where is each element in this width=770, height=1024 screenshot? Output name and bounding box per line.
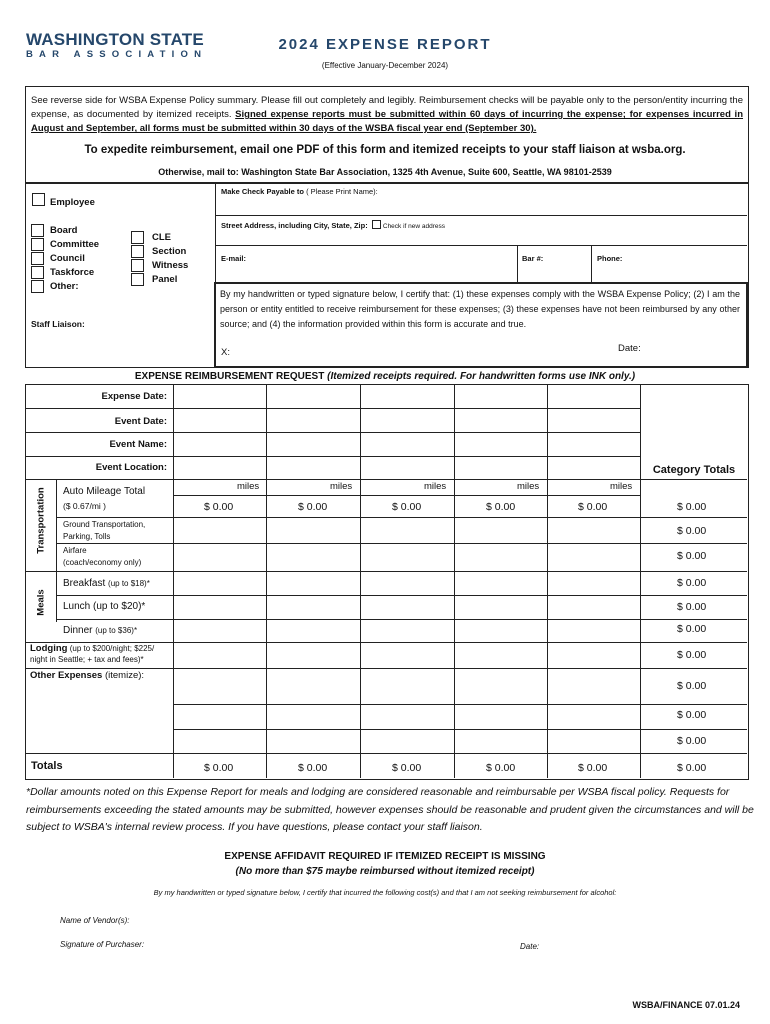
category-total-lunch: $ 0.00	[677, 601, 707, 613]
category-total-lodging: $ 0.00	[677, 649, 707, 661]
purchaser-signature-field[interactable]: Signature of Purchaser:	[60, 940, 145, 949]
payable-field[interactable]	[221, 187, 378, 196]
page-subtitle: (Effective January-December 2024)	[321, 61, 449, 70]
miles-unit: miles	[237, 481, 260, 492]
intro-deadline: Signed expense reports must be submitted within 60 days of incurring the expense; for expenses incurred in August and September, all forms must be submitted within 30 days of the WSBA fiscal year end (September 30).	[31, 109, 744, 134]
dinner-label	[63, 625, 137, 636]
miles-unit: miles	[517, 481, 540, 492]
payable-hint: ( Please Print Name):	[306, 187, 378, 196]
other-expenses-label	[30, 670, 144, 681]
mileage-amount: $ 0.00	[392, 501, 422, 513]
mail-text: Otherwise, mail to: Washington State Bar Association, 1325 4th Avenue, Suite 600, Seattle, WA 98101-2539	[158, 167, 612, 177]
taskforce-label: Taskforce	[50, 267, 95, 278]
totals-label: Totals	[31, 760, 63, 772]
ground-transport-sub: Parking, Tolls	[63, 532, 111, 541]
mileage-amount: $ 0.00	[578, 501, 608, 513]
category-total-other-3: $ 0.00	[677, 735, 707, 747]
affidavit-text: By my handwritten or typed signature below, I certify that incurred the following cost(s) and that I am not seeking reimbursement for alcohol:	[153, 888, 617, 897]
panel-label: Panel	[152, 274, 178, 285]
form-code: WSBA/FINANCE 07.01.24	[632, 1000, 740, 1010]
breakfast-limit: (up to $18)*	[108, 579, 150, 588]
transportation-label: Transportation	[35, 487, 47, 554]
category-total-dinner: $ 0.00	[677, 623, 707, 635]
column-total: $ 0.00	[298, 762, 328, 774]
mileage-rate: ($ 0.67/mi )	[63, 501, 106, 511]
mileage-amount: $ 0.00	[298, 501, 328, 513]
category-total-other-1: $ 0.00	[677, 680, 707, 692]
category-total-mileage: $ 0.00	[677, 501, 707, 513]
new-address-label: Check if new address	[382, 223, 446, 230]
section-label: Section	[152, 246, 187, 257]
phone-field[interactable]: Phone:	[597, 254, 623, 263]
page-title: 2024 EXPENSE REPORT	[278, 36, 492, 53]
category-total-other-2: $ 0.00	[677, 709, 707, 721]
mileage-amount: $ 0.00	[486, 501, 516, 513]
cle-label: CLE	[152, 232, 171, 243]
miles-unit: miles	[424, 481, 447, 492]
airfare-label: Airfare	[63, 546, 87, 555]
lodging-limit-1: (up to $200/night; $225/	[69, 644, 155, 653]
lodging-label	[30, 643, 154, 654]
lodging-limit-2: night in Seattle; + tax and fees)*	[30, 655, 144, 664]
affidavit-title: EXPENSE AFFIDAVIT REQUIRED IF ITEMIZED RECEIPT IS MISSING	[224, 851, 546, 862]
logo-subtitle: BAR ASSOCIATION	[26, 49, 208, 60]
other-expenses-hint: (itemize):	[104, 670, 145, 681]
dinner-text: Dinner	[63, 625, 93, 636]
employee-checkbox[interactable]	[32, 193, 45, 206]
category-total-breakfast: $ 0.00	[677, 577, 707, 589]
committee-checkbox[interactable]	[31, 238, 44, 251]
other-expenses-text: Other Expenses	[30, 670, 103, 681]
intro-text	[31, 94, 743, 136]
column-total: $ 0.00	[392, 762, 422, 774]
lodging-text: Lodging	[30, 643, 68, 654]
taskforce-checkbox[interactable]	[31, 266, 44, 279]
event-name-label: Event Name:	[109, 439, 167, 450]
affidavit-date-field[interactable]: Date:	[520, 942, 540, 951]
signature-date-field[interactable]: Date:	[618, 343, 641, 354]
witness-checkbox[interactable]	[131, 259, 144, 272]
expense-section-title	[0, 371, 770, 382]
expense-title-bold: EXPENSE REIMBURSEMENT REQUEST	[134, 371, 325, 382]
cle-checkbox[interactable]	[131, 231, 144, 244]
lunch-limit: (up to $20)*	[93, 601, 146, 612]
miles-unit: miles	[610, 481, 633, 492]
miles-unit: miles	[330, 481, 353, 492]
logo-wordmark: WASHINGTON STATE	[26, 30, 204, 49]
panel-checkbox[interactable]	[131, 273, 144, 286]
expedite-text: To expedite reimbursement, email one PDF of this form and itemized receipts to your staff liaison at wsba.org.	[84, 144, 686, 156]
council-label: Council	[50, 253, 85, 264]
category-total-airfare: $ 0.00	[677, 550, 707, 562]
event-location-label: Event Location:	[95, 462, 167, 473]
bar-number-field[interactable]: Bar #:	[522, 254, 544, 263]
mileage-amount: $ 0.00	[204, 501, 234, 513]
staff-liaison-label: Staff Liaison:	[31, 319, 85, 329]
email-field[interactable]: E-mail:	[221, 254, 247, 263]
column-total: $ 0.00	[578, 762, 608, 774]
payable-label: Make Check Payable to	[221, 187, 304, 196]
employee-label: Employee	[50, 197, 95, 208]
vendor-field[interactable]: Name of Vendor(s):	[60, 916, 130, 925]
event-date-label: Event Date:	[114, 416, 167, 427]
council-checkbox[interactable]	[31, 252, 44, 265]
address-label: Street Address, including City, State, Zip:	[221, 221, 368, 230]
column-total: $ 0.00	[486, 762, 516, 774]
intro-plain: See reverse side for WSBA Expense Policy summary. Please fill out completely and legibly. Reimbursement checks will be payable only to the person/entity incurring the expense, as documented by itemized receipts.	[31, 95, 743, 120]
board-label: Board	[50, 225, 78, 236]
category-totals-header: Category Totals	[652, 464, 736, 476]
expense-date-label: Expense Date:	[101, 391, 167, 402]
lunch-label	[63, 601, 145, 612]
committee-label: Committee	[50, 239, 100, 250]
affidavit-subtitle: (No more than $75 maybe reimbursed without itemized receipt)	[235, 866, 535, 877]
column-total: $ 0.00	[204, 762, 234, 774]
policy-note: *Dollar amounts noted on this Expense Report for meals and lodging are considered reasonable and reimbursable per WSBA fiscal policy. Requests for reimbursements exceeding the stated amounts may be submitted, however expenses should be reasonable and prudent given the circumstances and will be subject to WSBA's internal review process. If you have questions, please contact your staff liaison.	[26, 786, 754, 833]
dinner-limit: (up to $36)*	[95, 626, 138, 635]
section-checkbox[interactable]	[131, 245, 144, 258]
grand-total: $ 0.00	[677, 762, 707, 774]
breakfast-text: Breakfast	[63, 578, 106, 589]
other-label: Other:	[50, 281, 79, 292]
mileage-label: Auto Mileage Total	[63, 486, 146, 497]
category-total-ground: $ 0.00	[677, 525, 707, 537]
other-checkbox[interactable]	[31, 280, 44, 293]
expense-title-italic: (Itemized receipts required. For handwritten forms use INK only.)	[327, 371, 636, 382]
board-checkbox[interactable]	[31, 224, 44, 237]
breakfast-label	[63, 578, 150, 589]
meals-label: Meals	[35, 589, 47, 616]
new-address-checkbox[interactable]	[372, 220, 381, 229]
signature-field[interactable]: X:	[221, 347, 230, 358]
certification-text: By my handwritten or typed signature below, I certify that: (1) these expenses comply with the WSBA Expense Policy; (2) I am the person or entity entitled to receive reimbursement for these expenses; (3) these expenses have not been reimbursed by any other source; and (4) the information provided within this form is accurate and true.	[220, 289, 740, 329]
lunch-text: Lunch	[63, 601, 91, 612]
airfare-sub: (coach/economy only)	[63, 558, 142, 567]
address-field[interactable]	[221, 220, 445, 230]
witness-label: Witness	[152, 260, 189, 271]
ground-transport-label: Ground Transportation,	[63, 520, 146, 529]
